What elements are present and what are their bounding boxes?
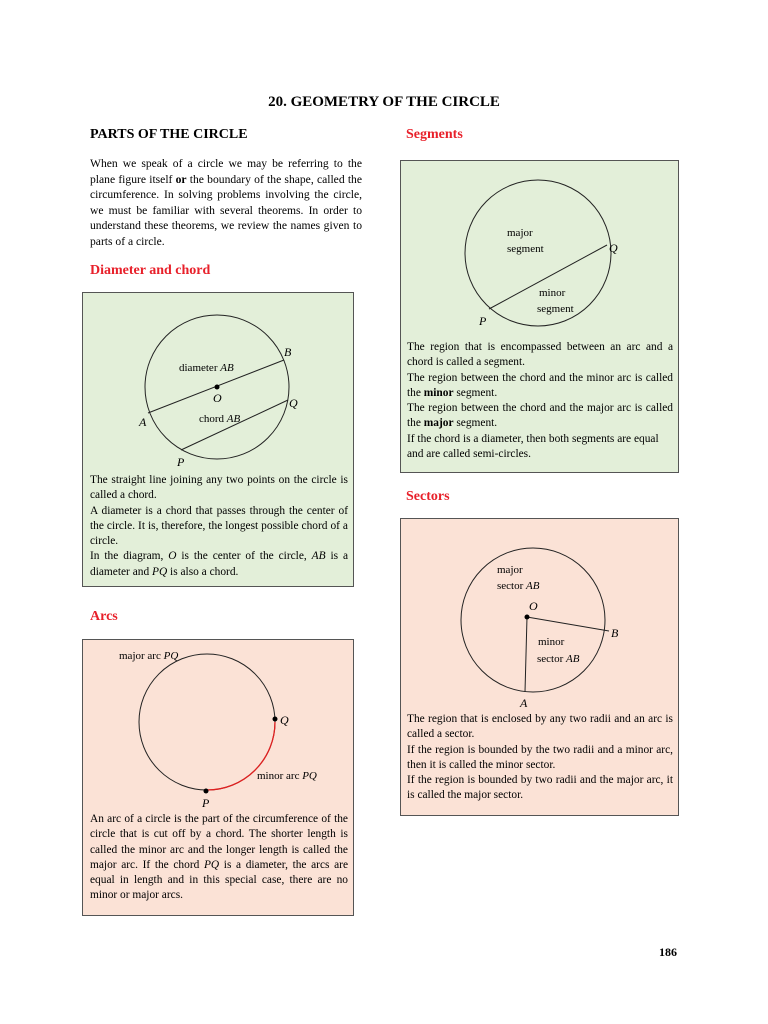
major-segment-label-1: major [507,227,533,239]
point-q: Q [289,396,298,410]
sector-center [525,615,530,620]
sector-point-b: B [611,626,619,640]
point-p-dot [204,789,209,794]
major-arc-label: major arc PQ [119,650,179,662]
sector-point-o: O [529,599,538,613]
minor-segment-label-2: segment [537,303,574,315]
page-number: 186 [659,945,677,959]
radius-oa [525,617,527,692]
arcs-heading: Arcs [90,609,118,624]
center-point [215,385,220,390]
point-b: B [284,345,292,359]
segments-text-2: The region between the chord and the minor arc is called the minor segment. [407,371,673,399]
page-title: 20. GEOMETRY OF THE CIRCLE [268,94,500,110]
segments-heading: Segments [406,127,463,142]
minor-sector-label-2: sector AB [537,653,580,665]
arc-point-q: Q [280,713,289,727]
arcs-box [82,639,354,916]
intro-text-1: When we speak of a circle we may be referring to the plane figure itself [90,157,362,186]
arc-circle [139,654,275,790]
point-o: O [213,391,222,405]
segments-text-3: The region between the chord and the major arc is called the major segment. [407,402,673,430]
sectors-heading: Sectors [406,489,450,504]
intro-text-2: the boundary of the shape, called the circumference. In solving problems involving the circle, we must be familiar with several theorems. In order to understand these theorems, we review the names given to parts of a circle. [90,172,362,248]
parts-heading: PARTS OF THE CIRCLE [90,127,248,142]
minor-sector-label-1: minor [538,636,565,648]
diameter-text-3: In the diagram, O is the center of the circle, AB is a diameter and PQ is also a chord. [90,550,349,578]
point-a: A [139,415,147,429]
arcs-text: An arc of a circle is the part of the circumference of the circle that is cut off by a chord. The shorter length is called the minor arc and the longer length is called the major arc. If the chord PQ is a diameter, the arcs are equal in length and in this special case, there are no minor or major arcs. [90,813,349,902]
parts-intro [90,156,362,249]
segment-point-p: P [479,314,487,328]
sector-circle [461,548,605,692]
radius-ob [527,617,609,631]
chord-label: chord AB [199,413,241,425]
sectors-text-2: If the region is bounded by the two radii and a minor arc, then it is called the minor sector. [407,743,673,771]
major-sector-label-1: major [497,564,523,576]
sectors-box [400,518,679,816]
diameter-heading: Diameter and chord [90,263,211,278]
intro-text-bold: or [175,172,187,186]
sectors-text-1: The region that is enclosed by any two radii and an arc is called a sector. [407,713,673,741]
sector-point-a: A [520,696,528,710]
point-p: P [177,455,185,469]
segments-box [400,160,679,473]
chord-line [181,400,288,450]
segment-point-q: Q [609,241,618,255]
diameter-box [82,292,354,587]
sectors-text [407,712,673,804]
sectors-text-3: If the region is bounded by two radii and the major arc, it is called the major sector. [407,774,673,802]
diameter-label: diameter AB [179,362,234,374]
point-q-dot [273,717,278,722]
major-sector-label-2: sector AB [497,580,540,592]
segments-text [407,340,673,462]
segments-text-1: The region that is encompassed between an arc and a chord is called a segment. [407,341,673,369]
segments-text-4: If the chord is a diameter, then both segments are equal and are called semi-circles. [407,432,659,461]
diameter-text [90,473,348,580]
minor-arc-label: minor arc PQ [257,770,317,782]
major-segment-label-2: segment [507,243,544,255]
diameter-text-1: The straight line joining any two points on the circle is called a chord. [90,474,348,502]
minor-segment-label-1: minor [539,287,566,299]
diameter-text-2: A diameter is a chord that passes through the center of the circle. It is, therefore, the longest possible chord of a circle. [90,504,348,548]
arc-point-p: P [202,796,210,810]
